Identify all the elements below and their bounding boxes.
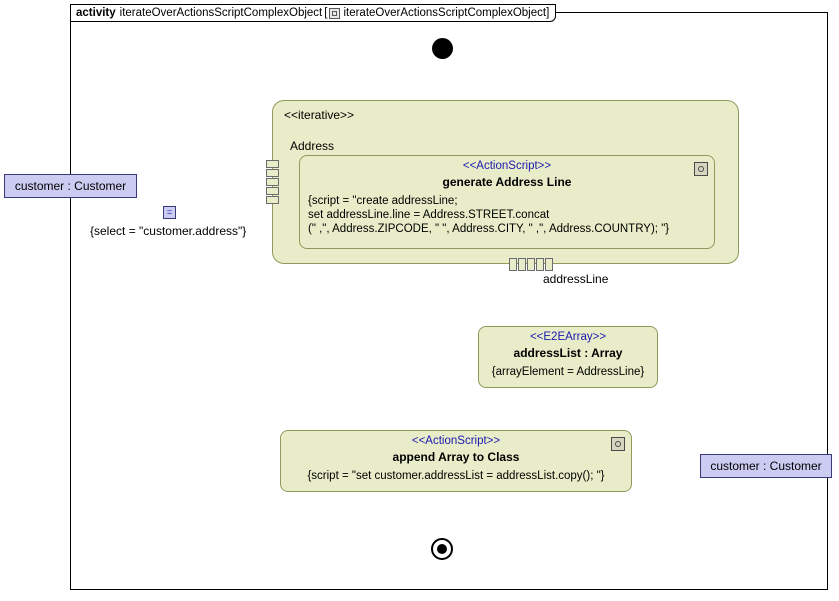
object-label: customer : Customer bbox=[710, 459, 822, 473]
input-pin[interactable] bbox=[266, 160, 279, 168]
action-append-array-to-class[interactable] bbox=[280, 430, 632, 492]
node-title: generate Address Line bbox=[442, 175, 572, 189]
object-label: customer : Customer bbox=[14, 179, 127, 193]
address-line-flow-label: addressLine bbox=[543, 272, 609, 286]
activity-frame bbox=[70, 12, 828, 590]
region-input-pin-stack[interactable] bbox=[266, 160, 279, 206]
activity-name: iterateOverActionsScriptComplexObject bbox=[119, 7, 323, 19]
input-pin[interactable] bbox=[266, 196, 279, 204]
script-marker-icon bbox=[694, 162, 708, 176]
node-body: {script = "set customer.addressList = addressList.copy(); "} bbox=[307, 470, 605, 482]
node-body: {arrayElement = AddressLine} bbox=[491, 366, 645, 378]
script-marker-icon bbox=[611, 437, 625, 451]
select-expression-annotation: {select = "customer.address"} bbox=[90, 224, 247, 238]
output-pin[interactable] bbox=[509, 258, 517, 271]
region-output-pin-row[interactable] bbox=[509, 258, 555, 271]
initial-node[interactable] bbox=[432, 38, 453, 59]
node-title: append Array to Class bbox=[392, 450, 520, 464]
output-pin[interactable] bbox=[536, 258, 544, 271]
input-pin[interactable] bbox=[266, 187, 279, 195]
input-pin[interactable] bbox=[266, 178, 279, 186]
diagram-name: iterateOverActionsScriptComplexObject bbox=[343, 7, 547, 19]
action-generate-address-line[interactable] bbox=[299, 155, 715, 249]
equals-constraint-icon: = bbox=[163, 206, 176, 219]
region-label-address: Address bbox=[290, 139, 335, 153]
node-body bbox=[308, 194, 706, 236]
node-stereotype: <<ActionScript>> bbox=[411, 435, 501, 447]
final-node[interactable] bbox=[431, 538, 453, 560]
node-stereotype: <<ActionScript>> bbox=[462, 160, 552, 172]
object-customer-output[interactable] bbox=[700, 454, 832, 478]
output-pin[interactable] bbox=[518, 258, 526, 271]
activity-frame-header bbox=[70, 4, 556, 22]
region-stereotype: <<iterative>> bbox=[284, 108, 355, 122]
diagram-icon bbox=[329, 8, 340, 19]
object-customer-input[interactable] bbox=[4, 174, 137, 198]
activity-keyword: activity bbox=[76, 7, 116, 19]
node-stereotype: <<E2EArray>> bbox=[529, 331, 607, 343]
bracket-open: [ bbox=[324, 7, 328, 19]
script-line-3: (" ,", Address.ZIPCODE, " ", Address.CITY, " ,", Address.COUNTRY); "} bbox=[308, 223, 670, 235]
script-line-2: set addressLine.line = Address.STREET.concat bbox=[308, 209, 550, 221]
output-pin[interactable] bbox=[527, 258, 535, 271]
script-line-1: {script = "create addressLine; bbox=[308, 195, 458, 207]
output-pin[interactable] bbox=[545, 258, 553, 271]
object-address-list[interactable] bbox=[478, 326, 658, 388]
bracket-close: ] bbox=[546, 7, 550, 19]
input-pin[interactable] bbox=[266, 169, 279, 177]
node-title: addressList : Array bbox=[513, 346, 623, 360]
